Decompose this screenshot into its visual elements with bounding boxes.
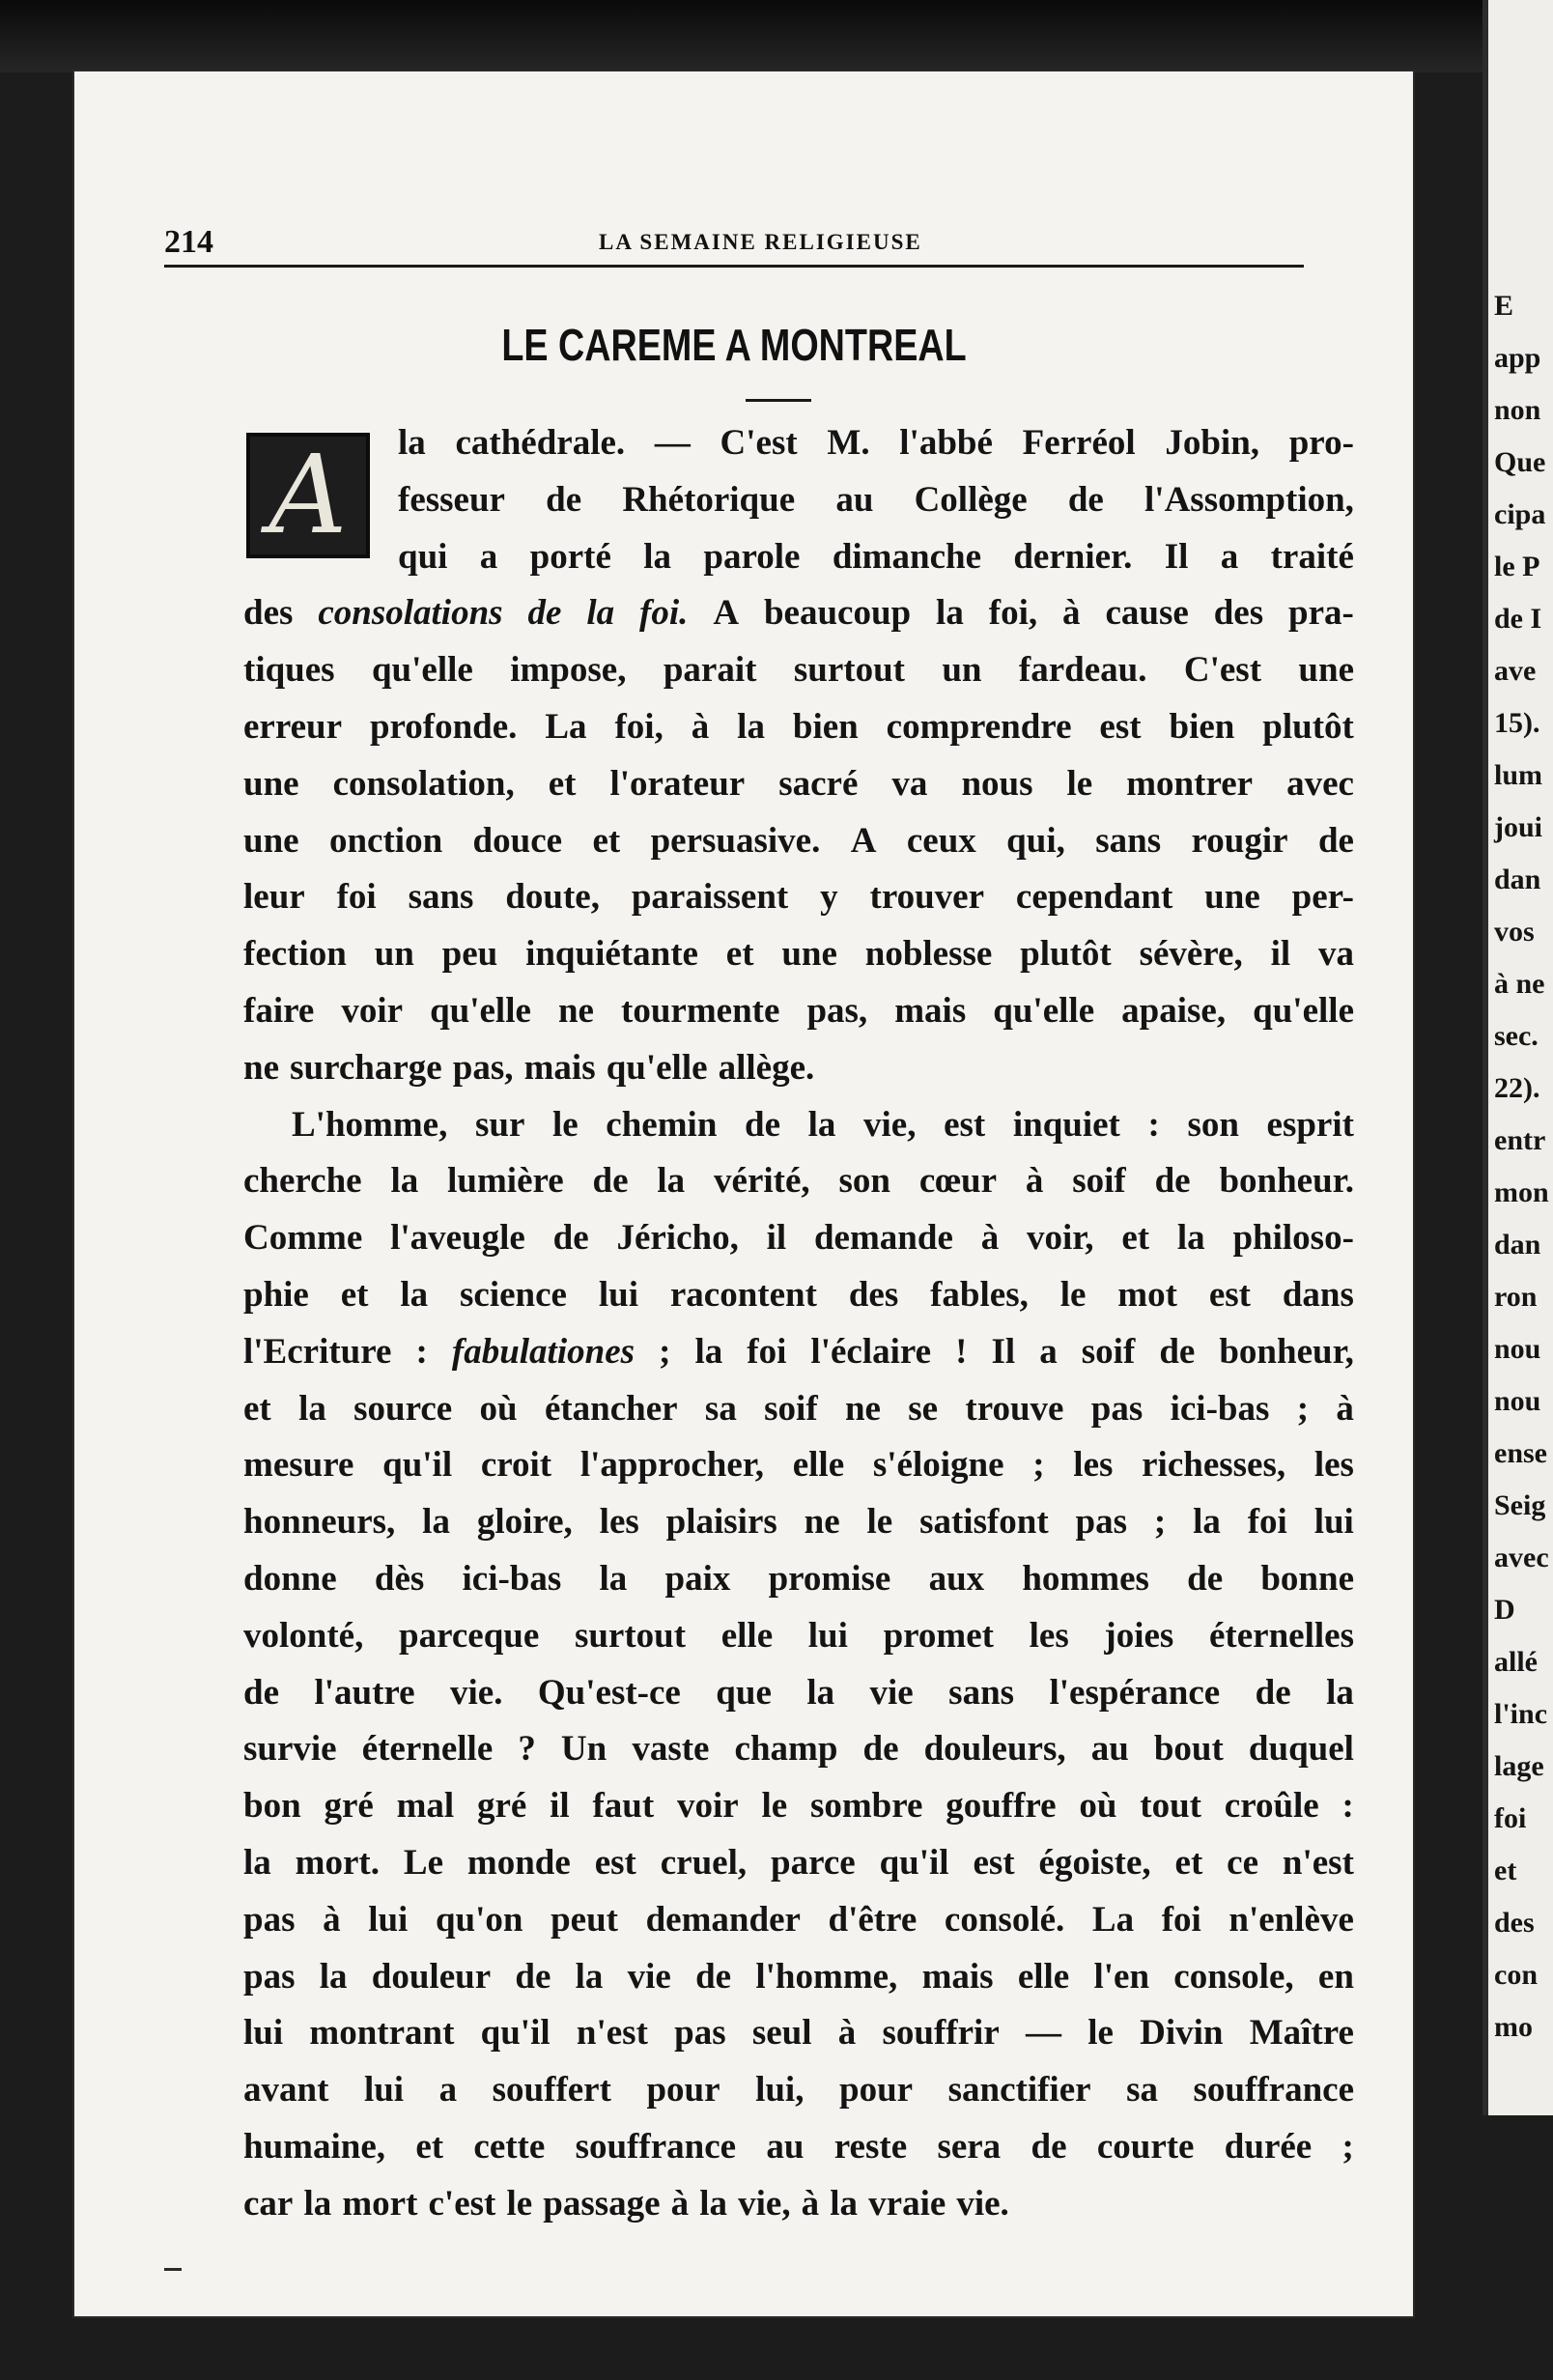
facing-page-fragment: mo <box>1494 2011 1533 2043</box>
text-line: humaine, et cette souffrance au reste sera de courte durée ; <box>243 2126 1354 2167</box>
facing-page-fragment: Que <box>1494 446 1546 478</box>
facing-page-fragment: nou <box>1494 1333 1541 1365</box>
text-line: de l'autre vie. Qu'est-ce que la vie sans l'espérance de la <box>243 1672 1354 1713</box>
facing-page-fragment: ave <box>1494 655 1537 687</box>
text-line: honneurs, la gloire, les plaisirs ne le satisfont pas ; la foi lui <box>243 1502 1354 1543</box>
facing-page-fragment: E <box>1494 290 1514 322</box>
facing-page-fragment: Seig <box>1494 1489 1546 1521</box>
text-line: phie et la science lui racontent des fables, le mot est dans <box>243 1274 1354 1315</box>
drop-cap <box>246 433 370 558</box>
facing-page-fragment: le P <box>1494 551 1540 582</box>
text-line: survie éternelle ? Un vaste champ de douleurs, au bout duquel <box>243 1729 1354 1770</box>
drop-cap-letter: A <box>268 433 348 558</box>
text-line: et la source où étancher sa soif ne se trouve pas ici-bas ; à <box>243 1388 1354 1429</box>
text-line: pas la douleur de la vie de l'homme, mais elle l'en console, en <box>243 1956 1354 1997</box>
facing-page-fragment: l'inc <box>1494 1698 1548 1730</box>
facing-page-fragment: nou <box>1494 1385 1541 1417</box>
text-line: volonté, parceque surtout elle lui promet les joies éternelles <box>243 1615 1354 1656</box>
facing-page-fragment: lum <box>1494 759 1543 791</box>
facing-page-fragment: lage <box>1494 1750 1544 1782</box>
text-line: erreur profonde. La foi, à la bien comprendre est bien plutôt <box>243 706 1354 747</box>
scan-border <box>0 0 1553 72</box>
facing-page-fragment: allé <box>1494 1646 1538 1678</box>
text-line: qui a porté la parole dimanche dernier. Il a traité <box>398 536 1354 577</box>
text-line: lui montrant qu'il n'est pas seul à souffrir — le Divin Maître <box>243 2013 1354 2054</box>
facing-page-fragment: con <box>1494 1959 1538 1991</box>
text-line: des consolations de la foi. A beaucoup la foi, à cause des pra- <box>243 593 1354 634</box>
facing-page-fragment: cipa <box>1494 498 1546 530</box>
text-line: leur foi sans doute, paraissent y trouver cependant une per- <box>243 877 1354 918</box>
facing-page-fragment: avec <box>1494 1542 1549 1573</box>
text-line: pas à lui qu'on peut demander d'être consolé. La foi n'enlève <box>243 1899 1354 1940</box>
article-title: LE CAREME A MONTREAL <box>501 320 967 370</box>
facing-page-fragment: vos <box>1494 916 1535 948</box>
text-line: donne dès ici-bas la paix promise aux hommes de bonne <box>243 1558 1354 1599</box>
text-line: ne surcharge pas, mais qu'elle allège. <box>243 1047 815 1088</box>
page-mark <box>164 2268 182 2271</box>
facing-page-fragment: app <box>1494 342 1541 374</box>
text-line: bon gré mal gré il faut voir le sombre gouffre où tout croûle : <box>243 1786 1354 1827</box>
text-line: une onction douce et persuasive. A ceux qui, sans rougir de <box>243 820 1354 861</box>
article-body <box>243 415 1354 2233</box>
facing-page-fragment: mon <box>1494 1176 1549 1208</box>
facing-page-fragment: joui <box>1494 811 1543 843</box>
facing-page-fragment: dan <box>1494 864 1541 895</box>
title-rule <box>746 399 811 402</box>
book-gutter <box>1482 0 1488 2115</box>
facing-page-fragment: foi <box>1494 1802 1527 1834</box>
text-line: la mort. Le monde est cruel, parce qu'il est égoiste, et ce n'est <box>243 1842 1354 1883</box>
facing-page-fragment: 22). <box>1494 1072 1540 1104</box>
facing-page-fragment: ense <box>1494 1437 1547 1469</box>
text-line: car la mort c'est le passage à la vie, à la vraie vie. <box>243 2183 1009 2224</box>
header-rule <box>164 265 1304 268</box>
facing-page-fragment: 15). <box>1494 707 1540 739</box>
page-number: 214 <box>164 224 213 260</box>
facing-page-fragment: entr <box>1494 1124 1546 1156</box>
text-line: fesseur de Rhétorique au Collège de l'Assomption, <box>398 479 1354 520</box>
facing-page-fragment: des <box>1494 1907 1535 1939</box>
text-line: une consolation, et l'orateur sacré va nous le montrer avec <box>243 763 1354 804</box>
facing-page-fragment: ron <box>1494 1281 1538 1313</box>
text-line: mesure qu'il croit l'approcher, elle s'éloigne ; les richesses, les <box>243 1445 1354 1486</box>
text-line: avant lui a souffert pour lui, pour sanctifier sa souffrance <box>243 2070 1354 2111</box>
facing-page-fragment: et <box>1494 1855 1517 1886</box>
facing-page-fragment: dan <box>1494 1229 1541 1261</box>
facing-page-fragment: de I <box>1494 603 1542 635</box>
text-line: la cathédrale. — C'est M. l'abbé Ferréol Jobin, pro- <box>398 423 1354 463</box>
facing-page <box>1482 0 1553 2115</box>
facing-page-fragment: D <box>1494 1594 1515 1626</box>
text-line: fection un peu inquiétante et une noblesse plutôt sévère, il va <box>243 934 1354 975</box>
text-line: faire voir qu'elle ne tourmente pas, mais qu'elle apaise, qu'elle <box>243 990 1354 1031</box>
text-line: L'homme, sur le chemin de la vie, est inquiet : son esprit <box>292 1104 1354 1145</box>
facing-page-fragment: à ne <box>1494 968 1545 1000</box>
facing-page-fragment: sec. <box>1494 1020 1539 1052</box>
facing-page-fragment: non <box>1494 394 1541 426</box>
running-head: LA SEMAINE RELIGIEUSE <box>599 230 922 254</box>
text-line: l'Ecriture : fabulationes ; la foi l'éclaire ! Il a soif de bonheur, <box>243 1331 1354 1372</box>
text-line: Comme l'aveugle de Jéricho, il demande à voir, et la philoso- <box>243 1218 1354 1259</box>
text-line: cherche la lumière de la vérité, son cœur à soif de bonheur. <box>243 1161 1354 1202</box>
text-line: tiques qu'elle impose, parait surtout un fardeau. C'est une <box>243 650 1354 691</box>
